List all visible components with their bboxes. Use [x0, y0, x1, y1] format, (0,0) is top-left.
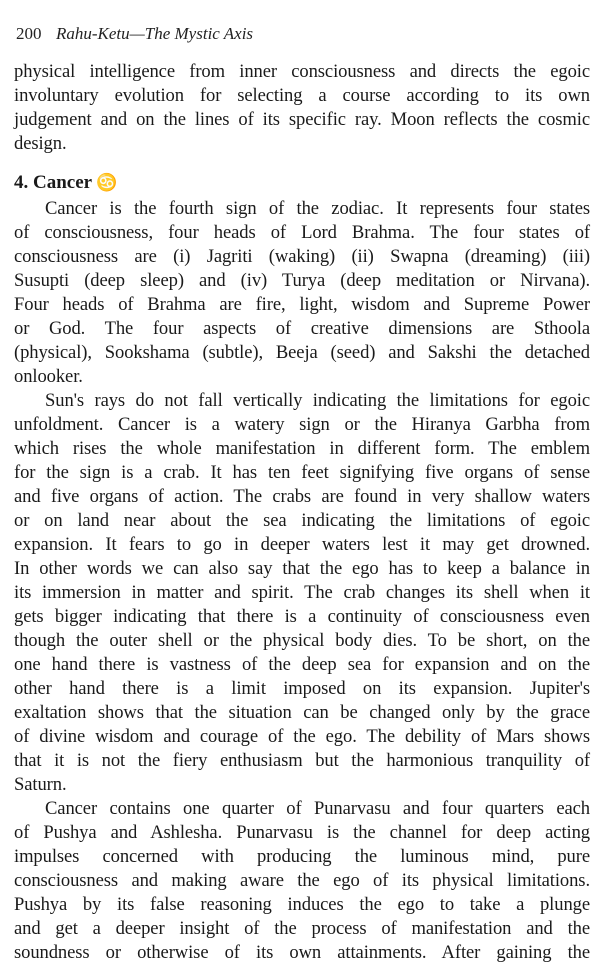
paragraph-3 — [14, 797, 590, 965]
text-line: design. — [14, 133, 67, 154]
text-line: Saturn. — [14, 774, 67, 795]
paragraph-2 — [14, 389, 590, 797]
text-line: and five organs of action. The crabs are found in very shallow waters — [14, 486, 590, 507]
text-line: Pushya by its false reasoning induces the ego to take a plunge — [14, 894, 590, 915]
text-line: (physical), Sookshama (subtle), Beeja (seed) and Sakshi the detached — [14, 342, 590, 363]
text-line: gets bigger indicating that there is a continuity of consciousness even — [14, 606, 590, 627]
text-line: and get a deeper insight of the process of manifestation and the — [14, 918, 590, 939]
text-line: consciousness and making aware the ego of its physical limitations. — [14, 870, 590, 891]
running-title: Rahu-Ketu—The Mystic Axis — [56, 24, 254, 43]
text-line: expansion. It fears to go in deeper waters lest it may get drowned. — [14, 534, 590, 555]
text-line: onlooker. — [14, 366, 83, 387]
text-line: that it is not the fiery enthusiasm but the harmonious tranquility of — [14, 750, 590, 771]
text-line: consciousness are (i) Jagriti (waking) (ii) Swapna (dreaming) (iii) — [14, 246, 590, 267]
text-line: exaltation shows that the situation can be changed only by the grace — [14, 702, 590, 723]
paragraph-1 — [14, 197, 590, 389]
text-line: judgement and on the lines of its specific ray. Moon reflects the cosmic — [14, 109, 590, 130]
text-line: soundness or otherwise of its own attainments. After gaining the — [14, 942, 590, 963]
text-line: of Pushya and Ashlesha. Punarvasu is the channel for deep acting — [14, 822, 590, 843]
text-line: or God. The four aspects of creative dimensions are Sthoola — [14, 318, 590, 339]
text-line: of consciousness, four heads of Lord Brahma. The four states of — [14, 222, 590, 243]
page-number: 200 — [16, 24, 42, 43]
text-line: of divine wisdom and courage of the ego. The debility of Mars shows — [14, 726, 590, 747]
text-line: one hand there is vastness of the deep sea for expansion and on the — [14, 654, 590, 675]
running-header — [16, 22, 253, 46]
text-line: its immersion in matter and spirit. The crab changes its shell when it — [14, 582, 590, 603]
cancer-zodiac-icon: ♋ — [96, 173, 118, 192]
text-line: In other words we can also say that the ego has to keep a balance in — [14, 558, 590, 579]
text-line: involuntary evolution for selecting a course according to its own — [14, 85, 590, 106]
text-line: Four heads of Brahma are fire, light, wisdom and Supreme Power — [14, 294, 590, 315]
text-line: which rises the whole manifestation in different form. The emblem — [14, 438, 590, 459]
section-title: 4. Cancer — [14, 172, 93, 193]
continued-paragraph — [14, 60, 590, 156]
text-line: Cancer is the fourth sign of the zodiac. It represents four states — [45, 198, 590, 219]
section-heading — [14, 171, 590, 195]
text-line: unfoldment. Cancer is a watery sign or the Hiranya Garbha from — [14, 414, 590, 435]
text-line: or on land near about the sea indicating the limitations of egoic — [14, 510, 590, 531]
text-line: though the outer shell or the physical body dies. To be short, on the — [14, 630, 590, 651]
page-body — [14, 60, 590, 965]
text-line: Sun's rays do not fall vertically indicating the limitations for egoic — [45, 390, 590, 411]
text-line: Susupti (deep sleep) and (iv) Turya (deep meditation or Nirvana). — [14, 270, 590, 291]
text-line: for the sign is a crab. It has ten feet signifying five organs of sense — [14, 462, 590, 483]
text-line: other hand there is a limit imposed on its expansion. Jupiter's — [14, 678, 590, 699]
text-line: Cancer contains one quarter of Punarvasu and four quarters each — [45, 798, 590, 819]
text-line: physical intelligence from inner consciousness and directs the egoic — [14, 61, 590, 82]
text-line: impulses concerned with producing the luminous mind, pure — [14, 846, 590, 867]
